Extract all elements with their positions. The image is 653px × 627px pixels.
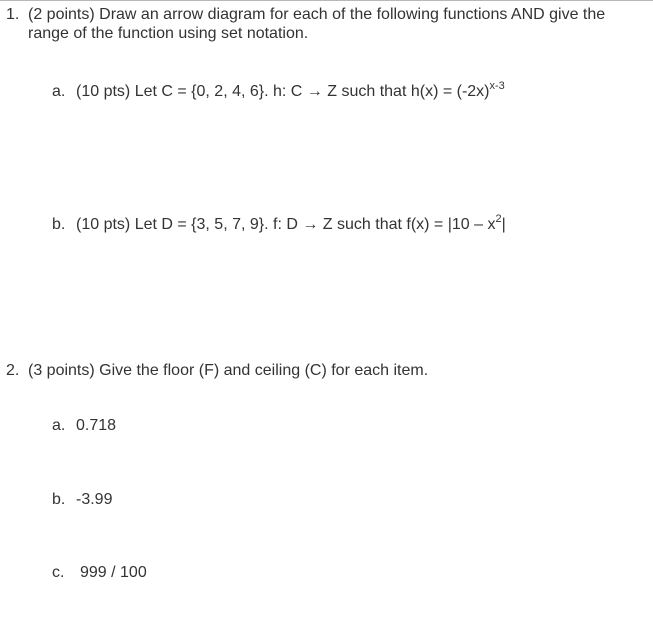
question-1a-body: (10 pts) Let C = {0, 2, 4, 6}. h: C → Z such that h(x) = (-2x) — [76, 83, 490, 100]
question-1b-letter: b. — [52, 216, 66, 233]
question-2c-value: 999 / 100 — [80, 564, 147, 581]
question-1-number: 1. — [6, 6, 20, 23]
question-2-number: 2. — [6, 362, 20, 379]
question-1a-exponent: x-3 — [489, 80, 505, 92]
question-1a-text — [76, 82, 505, 102]
question-1-text-line1: (2 points) Draw an arrow diagram for each of the following functions AND give the — [28, 6, 606, 23]
question-2c-letter: c. — [52, 564, 65, 581]
question-2-text: (3 points) Give the floor (F) and ceiling (C) for each item. — [28, 362, 429, 379]
question-2b-value: -3.99 — [76, 491, 113, 508]
question-2a-letter: a. — [52, 417, 66, 434]
question-1b-body: (10 pts) Let D = {3, 5, 7, 9}. f: D → Z such that f(x) = |10 – x — [76, 216, 496, 233]
top-divider — [0, 0, 653, 1]
question-1b-text — [76, 215, 506, 235]
question-2a-value: 0.718 — [76, 417, 117, 434]
question-1b-exponent: 2 — [495, 213, 502, 225]
question-2b-letter: b. — [52, 491, 66, 508]
question-1a-letter: a. — [52, 83, 66, 100]
question-1-text-line2: range of the function using set notation. — [28, 25, 309, 42]
question-1b-closing-bar: | — [501, 216, 506, 233]
